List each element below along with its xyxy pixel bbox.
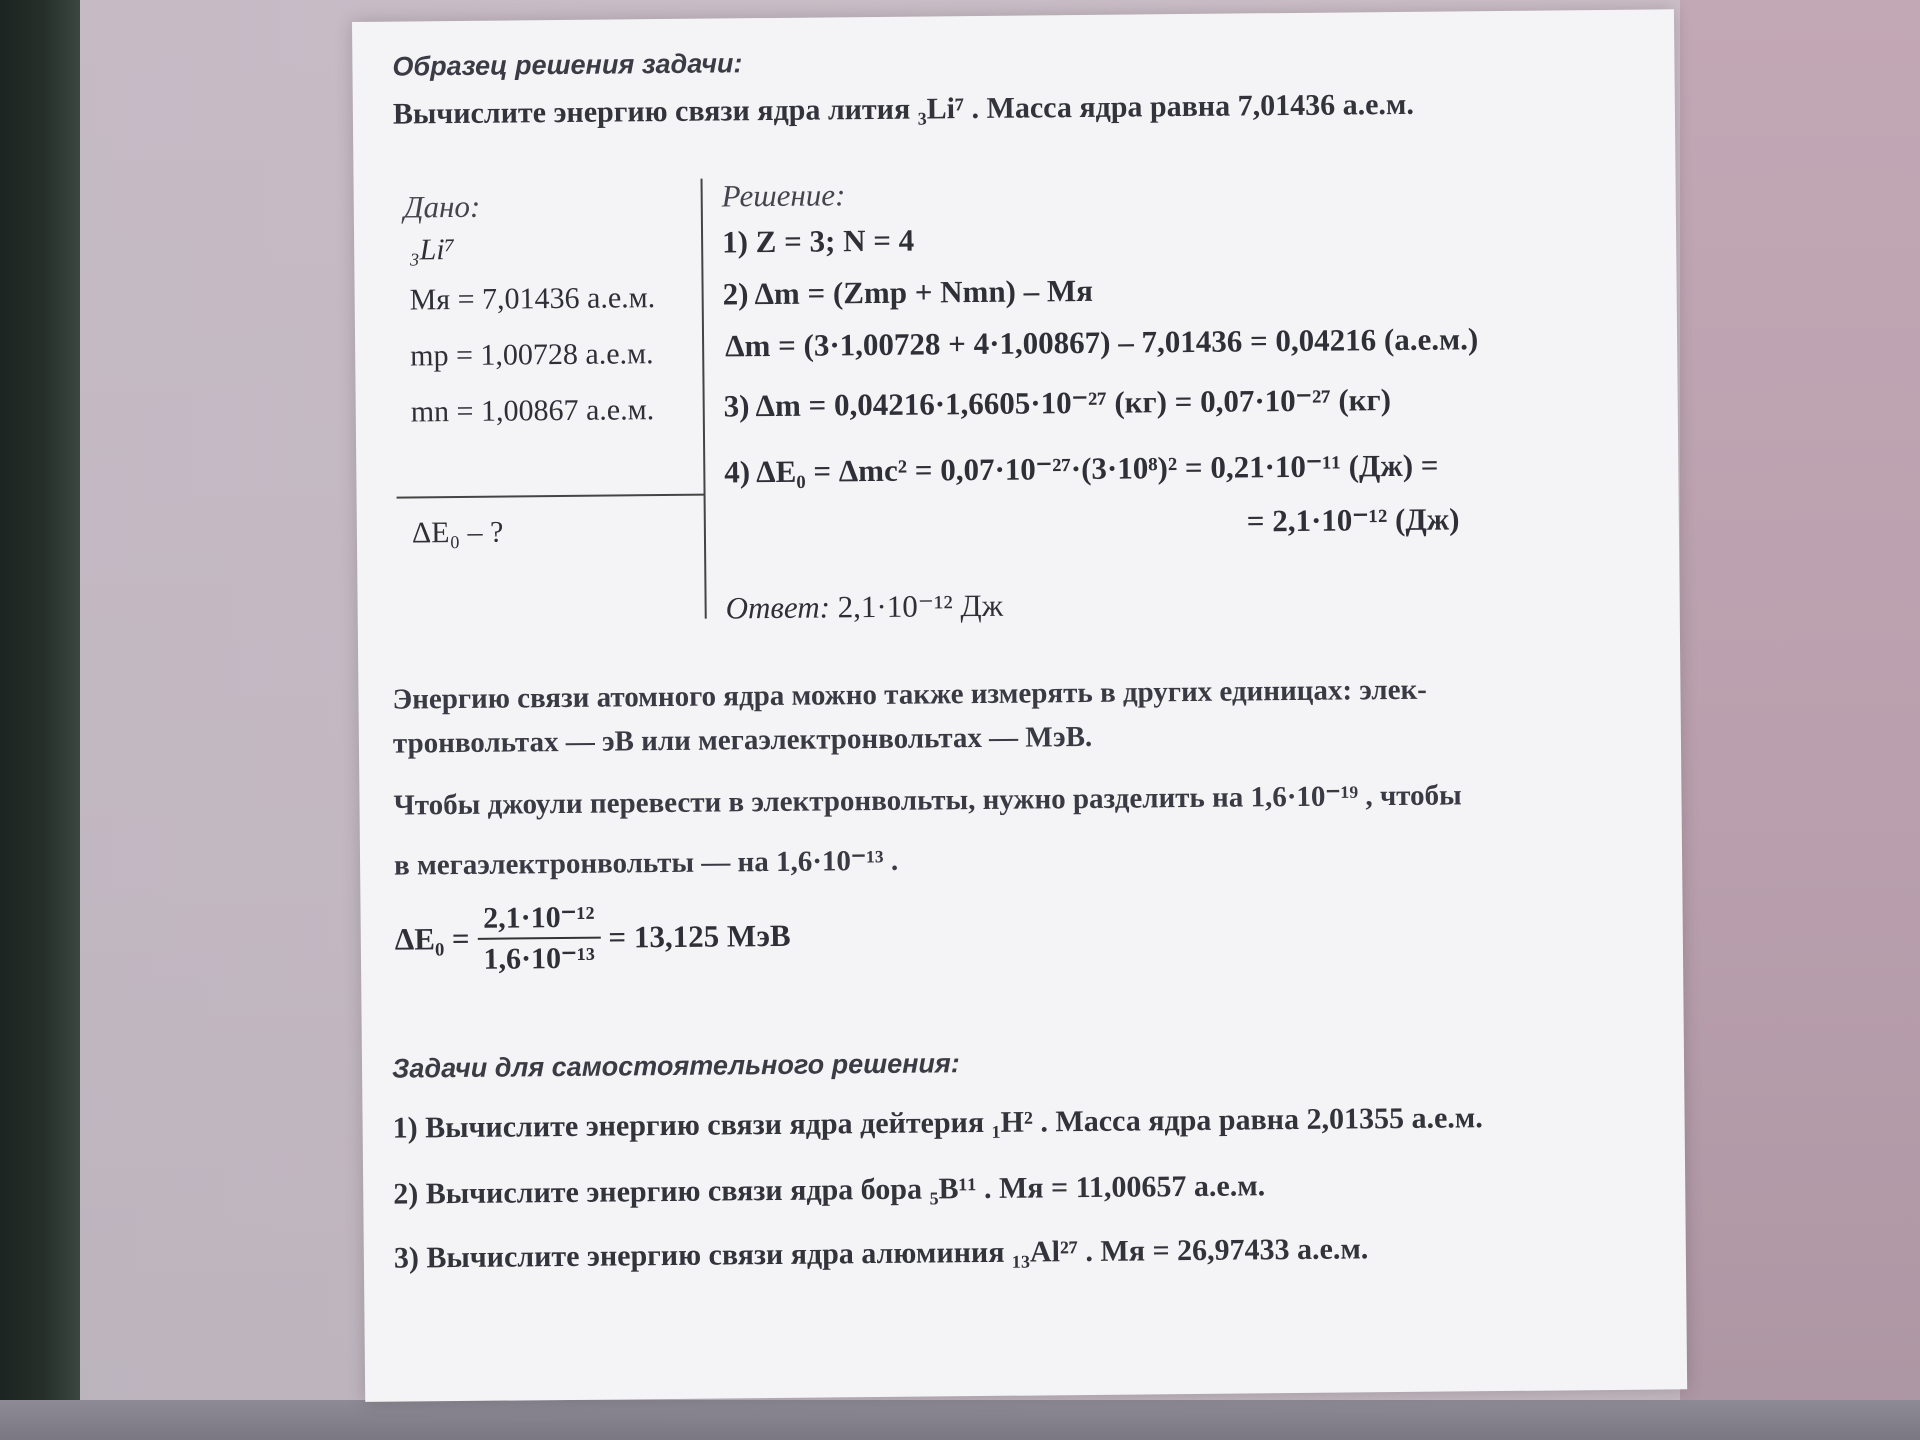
sample-task: Вычислите энергию связи ядра лития ₃Li⁷ . Масса ядра равна 7,01436 а.е.м.: [392, 87, 1415, 131]
formula-rhs: = 13,125 МэВ: [608, 917, 791, 955]
given-line: ₃Li⁷: [409, 233, 456, 267]
given-line: Mя = 7,01436 а.е.м.: [409, 281, 656, 317]
board-frame-bottom: [0, 1400, 1920, 1440]
formula-fraction: [477, 900, 601, 977]
formula-denominator: 1,6·10⁻¹³: [483, 941, 596, 976]
paragraph-line: в мегаэлектронвольты — на 1,6·10⁻¹³ .: [393, 844, 899, 882]
solution-step: 3) Δm = 0,04216·1,6605·10⁻²⁷ (кг) = 0,07·10⁻²⁷ (кг): [723, 382, 1392, 424]
practice-task: 2) Вычислите энергию связи ядра бора ₅B¹¹ . Mя = 11,00657 а.е.м.: [393, 1169, 1266, 1211]
sample-heading: Образец решения задачи:: [392, 48, 743, 82]
paragraph-line: Энергию связи атомного ядра можно также измерять в других единицах: элек-: [392, 673, 1428, 716]
table-horizontal-divider: [397, 494, 705, 499]
given-line: mn = 1,00867 а.е.м.: [410, 393, 655, 429]
answer-value: 2,1·10⁻¹² Дж: [837, 587, 1004, 625]
formula-numerator: 2,1·10⁻¹²: [477, 900, 601, 940]
solution-title: Решение:: [721, 177, 846, 214]
board-frame-left: [0, 0, 80, 1440]
table-vertical-divider: [701, 179, 707, 619]
paragraph-line: тронвольтах — эВ или мегаэлектронвольтах — МэВ.: [392, 720, 1093, 760]
worksheet-page: [352, 9, 1687, 1402]
solution-answer: [725, 588, 1003, 627]
conversion-formula: [394, 898, 790, 978]
solution-step: = 2,1·10⁻¹² (Дж): [1246, 501, 1460, 539]
given-title: Дано:: [403, 188, 481, 225]
solution-step: 2) Δm = (Zmp + Nmn) – Mя: [722, 272, 1094, 312]
formula-lhs: ΔE₀ =: [394, 920, 470, 957]
tasks-heading: Задачи для самостоятельного решения:: [391, 1048, 960, 1084]
solution-step: Δm = (3·1,00728 + 4·1,00867) – 7,01436 = 0,04216 (а.е.м.): [724, 321, 1479, 364]
solution-step: 4) ΔE₀ = Δmc² = 0,07·10⁻²⁷·(3·10⁸)² = 0,21·10⁻¹¹ (Дж) =: [724, 447, 1439, 490]
practice-task: 1) Вычислите энергию связи ядра дейтерия ₁H² . Масса ядра равна 2,01355 а.е.м.: [392, 1101, 1483, 1145]
solution-step: 1) Z = 3; N = 4: [721, 222, 915, 260]
given-line: mp = 1,00728 а.е.м.: [410, 337, 654, 373]
practice-task: 3) Вычислите энергию связи ядра алюминия ₁₃Al²⁷ . Mя = 26,97433 а.е.м.: [393, 1232, 1369, 1275]
given-find: ΔE₀ – ?: [411, 515, 504, 550]
paragraph-line: Чтобы джоули перевести в электронвольты, нужно разделить на 1,6·10⁻¹⁹ , чтобы: [393, 779, 1462, 822]
answer-label: Ответ:: [725, 589, 831, 626]
